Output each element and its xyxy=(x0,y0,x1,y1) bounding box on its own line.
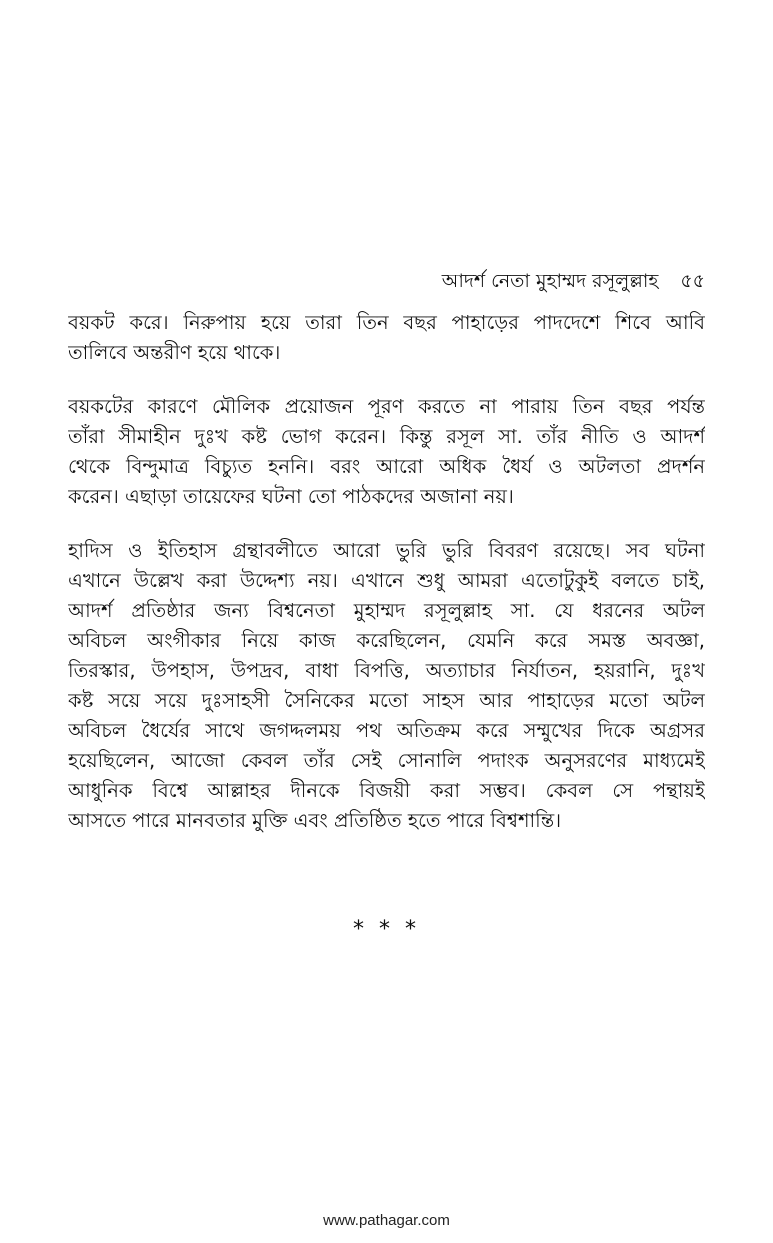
book-title: আদর্শ নেতা মুহাম্মদ রসূলুল্লাহ xyxy=(441,270,659,292)
text-line: তালিবে অন্তরীণ হয়ে থাকে। xyxy=(68,341,281,364)
text-line: কষ্ট সয়ে সয়ে দুঃসাহসী সৈনিকের মতো সাহস আর পাহাড়ের মতো অটল xyxy=(68,689,705,712)
footer-url: www.pathagar.com xyxy=(323,1212,450,1229)
text-line: অবিচল ধৈর্যের সাথে জগদ্দলময় পথ অতিক্রম করে সম্মুখের দিকে অগ্রসর xyxy=(68,719,705,742)
paragraph-3 xyxy=(68,536,705,836)
text-line: থেকে বিন্দুমাত্র বিচ্যুত হননি। বরং আরো অধিক ধৈর্য ও অটলতা প্রদর্শন xyxy=(68,455,705,478)
body-text xyxy=(68,308,705,836)
text-line: হয়েছিলেন, আজো কেবল তাঁর সেই সোনালি পদাংক অনুসরণের মাধ্যমেই xyxy=(68,749,705,772)
page-number: ৫৫ xyxy=(680,270,705,292)
running-header xyxy=(68,268,705,294)
text-line: আধুনিক বিশ্বে আল্লাহর দীনকে বিজয়ী করা সম্ভব। কেবল সে পন্থায়ই xyxy=(68,779,705,802)
text-line: আসতে পারে মানবতার মুক্তি এবং প্রতিষ্ঠিত হতে পারে বিশ্বশান্তি। xyxy=(68,809,562,832)
text-line: তাঁরা সীমাহীন দুঃখ কষ্ট ভোগ করেন। কিন্তু রসূল সা. তাঁর নীতি ও আদর্শ xyxy=(68,425,705,448)
paragraph-2 xyxy=(68,392,705,512)
text-line: তিরস্কার, উপহাস, উপদ্রব, বাধা বিপত্তি, অত্যাচার নির্যাতন, হয়রানি, দুঃখ xyxy=(68,659,705,682)
text-line: অবিচল অংগীকার নিয়ে কাজ করেছিলেন, যেমনি করে সমস্ত অবজ্ঞা, xyxy=(68,629,705,652)
text-line: হাদিস ও ইতিহাস গ্রন্থাবলীতে আরো ভুরি ভুরি বিবরণ রয়েছে। সব ঘটনা xyxy=(68,539,705,562)
text-line: বয়কটের কারণে মৌলিক প্রয়োজন পূরণ করতে না পারায় তিন বছর পর্যন্ত xyxy=(68,395,705,418)
paragraph-1 xyxy=(68,308,705,368)
text-line: এখানে উল্লেখ করা উদ্দেশ্য নয়। এখানে শুধু আমরা এতোটুকুই বলতে চাই, xyxy=(68,569,705,592)
section-separator: * * * xyxy=(353,917,420,942)
text-line: আদর্শ প্রতিষ্ঠার জন্য বিশ্বনেতা মুহাম্মদ রসূলুল্লাহ সা. যে ধরনের অটল xyxy=(68,599,705,622)
text-line: বয়কট করে। নিরুপায় হয়ে তারা তিন বছর পাহাড়ের পাদদেশে শিবে আবি xyxy=(68,311,705,334)
text-line: করেন। এছাড়া তায়েফের ঘটনা তো পাঠকদের অজানা নয়। xyxy=(68,485,514,508)
